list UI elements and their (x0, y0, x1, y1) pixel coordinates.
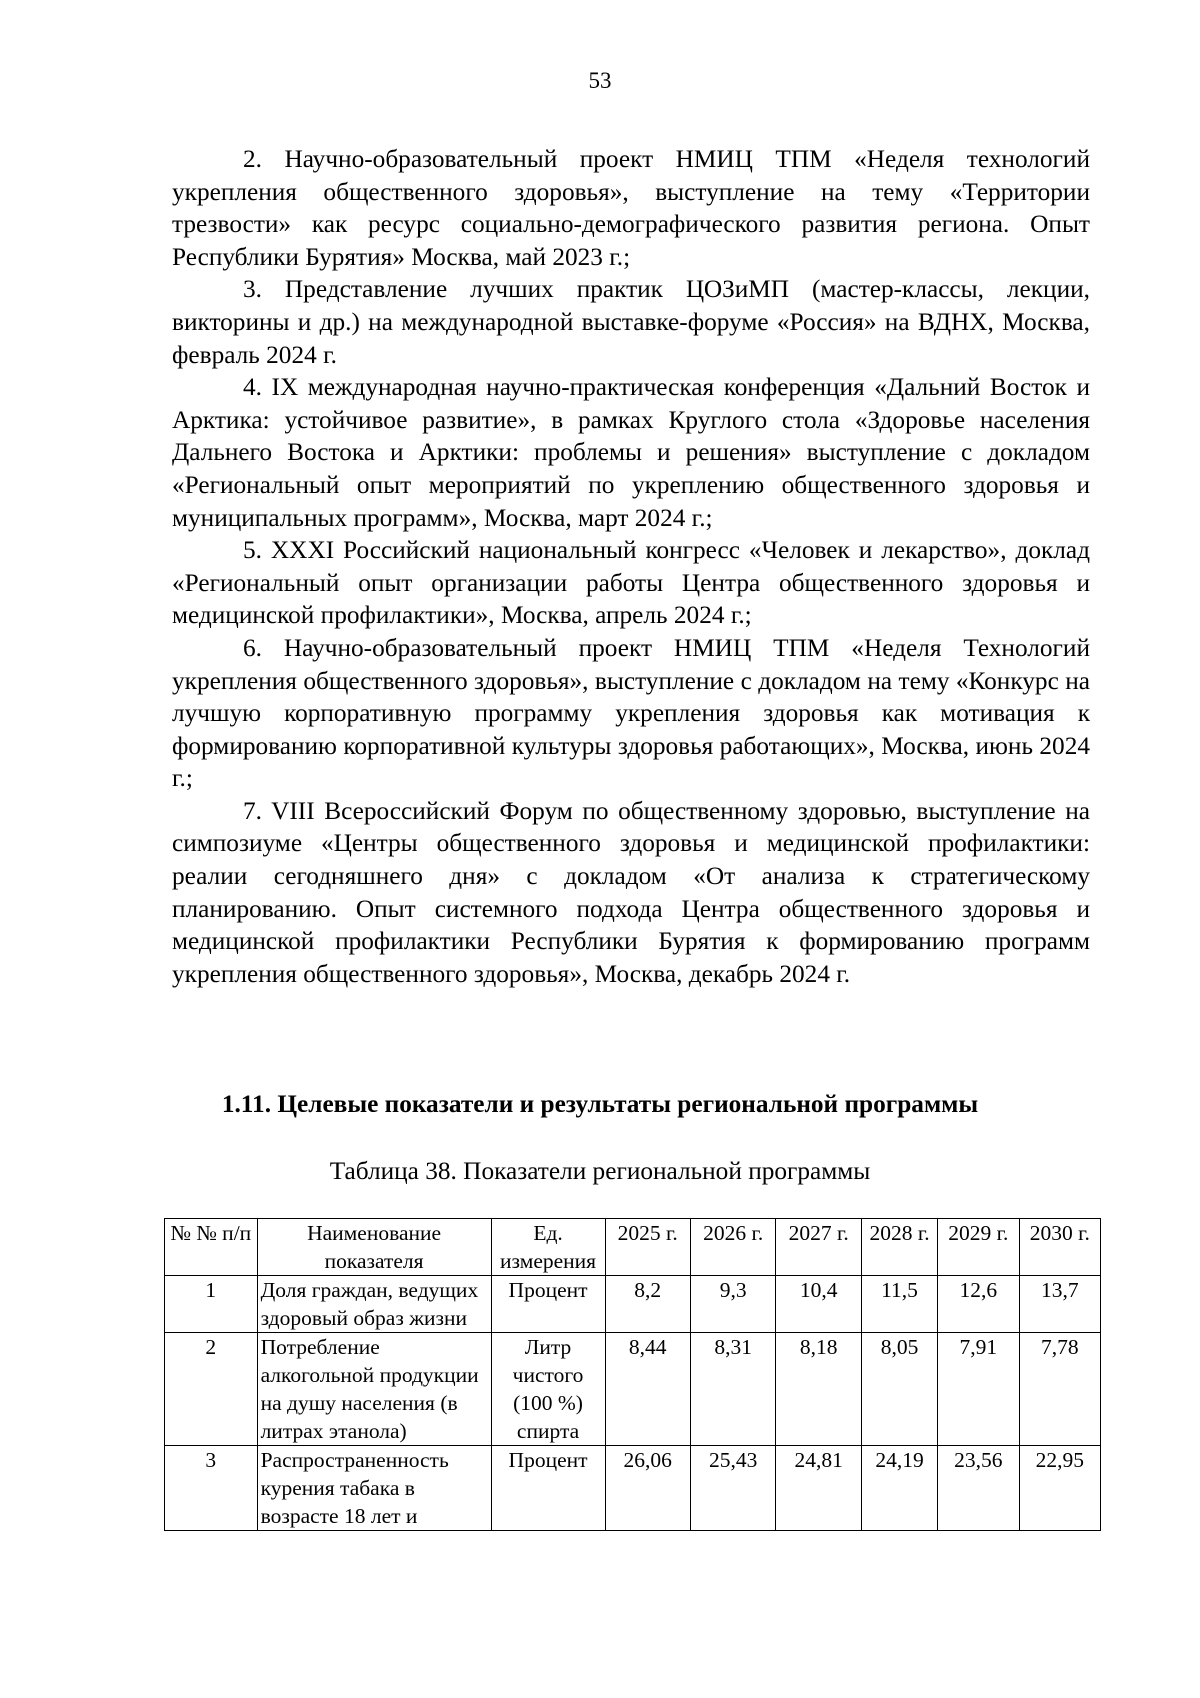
indicator-unit: Литр чистого (100 %) спирта (491, 1333, 605, 1446)
paragraph-item-5: 5. XXXI Российский национальный конгресс «Человек и лекарство», доклад «Региональный опыт организации работы Центра общественного здоровья и медицинской профилактики», Москва, апрель 2024 г.; (172, 536, 1090, 630)
paragraph-item-6: 6. Научно-образовательный проект НМИЦ ТПМ «Неделя Технологий укрепления общественного здоровья», выступление с докладом на тему «Конкурс на лучшую корпоративную программу укрепления здоровья как мотивация к формированию корпоративной культуры здоровья работающих», Москва, июнь 2024 г.; (172, 633, 1090, 793)
value-2025: 8,2 (605, 1276, 690, 1333)
table-row (165, 1333, 1101, 1446)
value-2029: 23,56 (938, 1446, 1019, 1531)
value-2029: 12,6 (938, 1276, 1019, 1333)
page-number: 53 (588, 68, 612, 93)
row-number: 3 (165, 1446, 258, 1531)
indicator-unit: Процент (491, 1276, 605, 1333)
section-heading: 1.11. Целевые показатели и результаты региональной программы (221, 1090, 979, 1118)
value-2026: 9,3 (690, 1276, 775, 1333)
value-2030: 7,78 (1019, 1333, 1100, 1446)
paragraph-item-4: 4. IX международная научно-практическая конференция «Дальний Восток и Арктика: устойчивое развитие», в рамках Круглого стола «Здоровье населения Дальнего Востока и Арктики: проблемы и решения» выступление с докладом «Региональный опыт мероприятий по укреплению общественного здоровья и муниципальных программ», Москва, март 2024 г.; (172, 373, 1090, 532)
value-2027: 8,18 (776, 1333, 861, 1446)
header-year-2029: 2029 г. (938, 1219, 1019, 1276)
value-2027: 10,4 (776, 1276, 861, 1333)
value-2028: 24,19 (861, 1446, 937, 1531)
value-2029: 7,91 (938, 1333, 1019, 1446)
value-2028: 11,5 (861, 1276, 937, 1333)
table-row (165, 1276, 1101, 1333)
row-number: 2 (165, 1333, 258, 1446)
header-year-2028: 2028 г. (861, 1219, 937, 1276)
paragraph-item-7: 7. VIII Всероссийский Форум по общественному здоровью, выступление на симпозиуме «Центры общественного здоровья и медицинской профилактики: реалии сегодняшнего дня» с докладом «От анализа к стратегическому планированию. Опыт системного подхода Центра общественного здоровья и медицинской профилактики Республики Бурятия к формированию программ укрепления общественного здоровья», Москва, декабрь 2024 г. (172, 796, 1090, 988)
row-number: 1 (165, 1276, 258, 1333)
header-number: № № п/п (165, 1219, 258, 1276)
value-2026: 25,43 (690, 1446, 775, 1531)
value-2026: 8,31 (690, 1333, 775, 1446)
value-2030: 13,7 (1019, 1276, 1100, 1333)
value-2025: 8,44 (605, 1333, 690, 1446)
value-2027: 24,81 (776, 1446, 861, 1531)
indicator-name: Распространенность курения табака в возрасте 18 лет и (257, 1446, 491, 1531)
indicator-name: Доля граждан, ведущих здоровый образ жизни (257, 1276, 491, 1333)
header-year-2030: 2030 г. (1019, 1219, 1100, 1276)
value-2025: 26,06 (605, 1446, 690, 1531)
header-unit: Ед. измерения (491, 1219, 605, 1276)
header-year-2027: 2027 г. (776, 1219, 861, 1276)
indicator-name: Потребление алкогольной продукции на душу населения (в литрах этанола) (257, 1333, 491, 1446)
paragraph-item-2: 2. Научно-образовательный проект НМИЦ ТПМ «Неделя технологий укрепления общественного здоровья», выступление на тему «Территории трезвости» как ресурс социально-демографического развития региона. Опыт Республики Бурятия» Москва, май 2023 г.; (172, 145, 1090, 271)
header-year-2026: 2026 г. (690, 1219, 775, 1276)
header-indicator-name: Наименование показателя (257, 1219, 491, 1276)
header-year-2025: 2025 г. (605, 1219, 690, 1276)
body-text (172, 143, 1090, 990)
indicator-unit: Процент (491, 1446, 605, 1531)
value-2028: 8,05 (861, 1333, 937, 1446)
table-header-row (165, 1219, 1101, 1276)
indicators-table (164, 1218, 1101, 1531)
table-caption: Таблица 38. Показатели региональной программы (329, 1157, 871, 1185)
paragraph-item-3: 3. Представление лучших практик ЦОЗиМП (мастер-классы, лекции, викторины и др.) на международной выставке-форуме «Россия» на ВДНХ, Москва, февраль 2024 г. (172, 275, 1090, 369)
table-row (165, 1446, 1101, 1531)
value-2030: 22,95 (1019, 1446, 1100, 1531)
